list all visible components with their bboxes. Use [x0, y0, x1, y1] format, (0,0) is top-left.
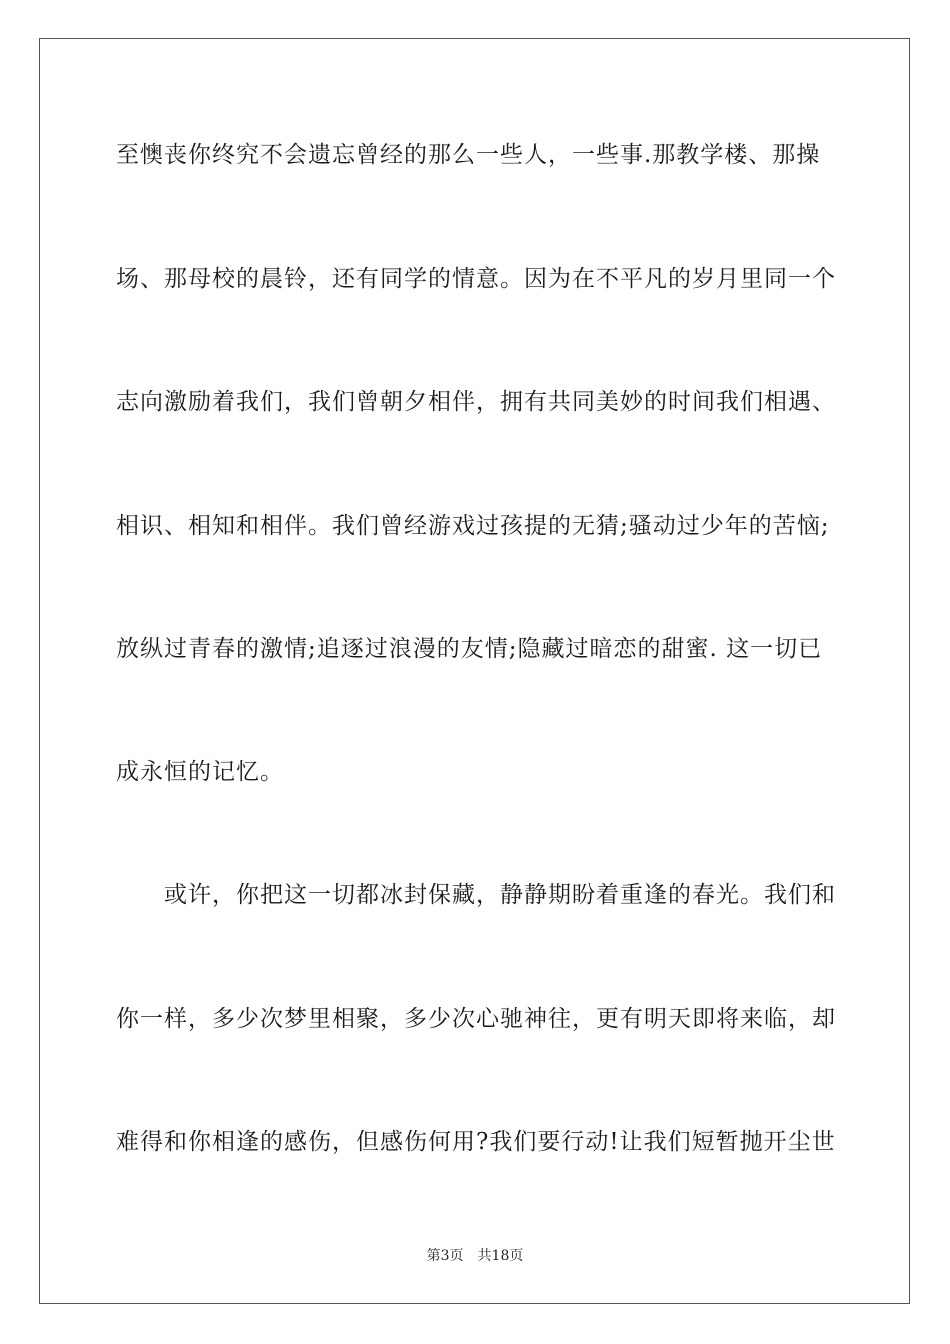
body-text-line: 志向激励着我们，我们曾朝夕相伴，拥有共同美妙的时间我们相遇、: [116, 389, 836, 415]
body-text-line: 成永恒的记忆。: [116, 759, 284, 785]
body-text-line: 场、那母校的晨铃，还有同学的情意。因为在不平凡的岁月里同一个: [116, 266, 836, 292]
page-number: 第3页: [426, 1248, 464, 1264]
body-text-line: 难得和你相逢的感伤，但感伤何用?我们要行动!让我们短暂抛开尘世: [116, 1129, 836, 1155]
page-border: [39, 38, 910, 1304]
body-text-line: 相识、相知和相伴。我们曾经游戏过孩提的无猜;骚动过少年的苦恼;: [116, 513, 830, 539]
page-footer: [0, 1247, 950, 1265]
body-text-line: 至懊丧你终究不会遗忘曾经的那么一些人，一些事.那教学楼、那操: [116, 142, 821, 168]
page-total: 共18页: [477, 1248, 524, 1264]
body-text-span: 或许，你把这一切都冰封保藏，静静期盼着重逢的春光。我们和: [164, 882, 836, 908]
body-text-line: 放纵过青春的激情;追逐过浪漫的友情;隐藏过暗恋的甜蜜. 这一切已: [116, 636, 823, 662]
body-text-line: 你一样，多少次梦里相聚，多少次心驰神往，更有明天即将来临，却: [116, 1006, 836, 1032]
paragraph-start-line: [116, 880, 836, 910]
